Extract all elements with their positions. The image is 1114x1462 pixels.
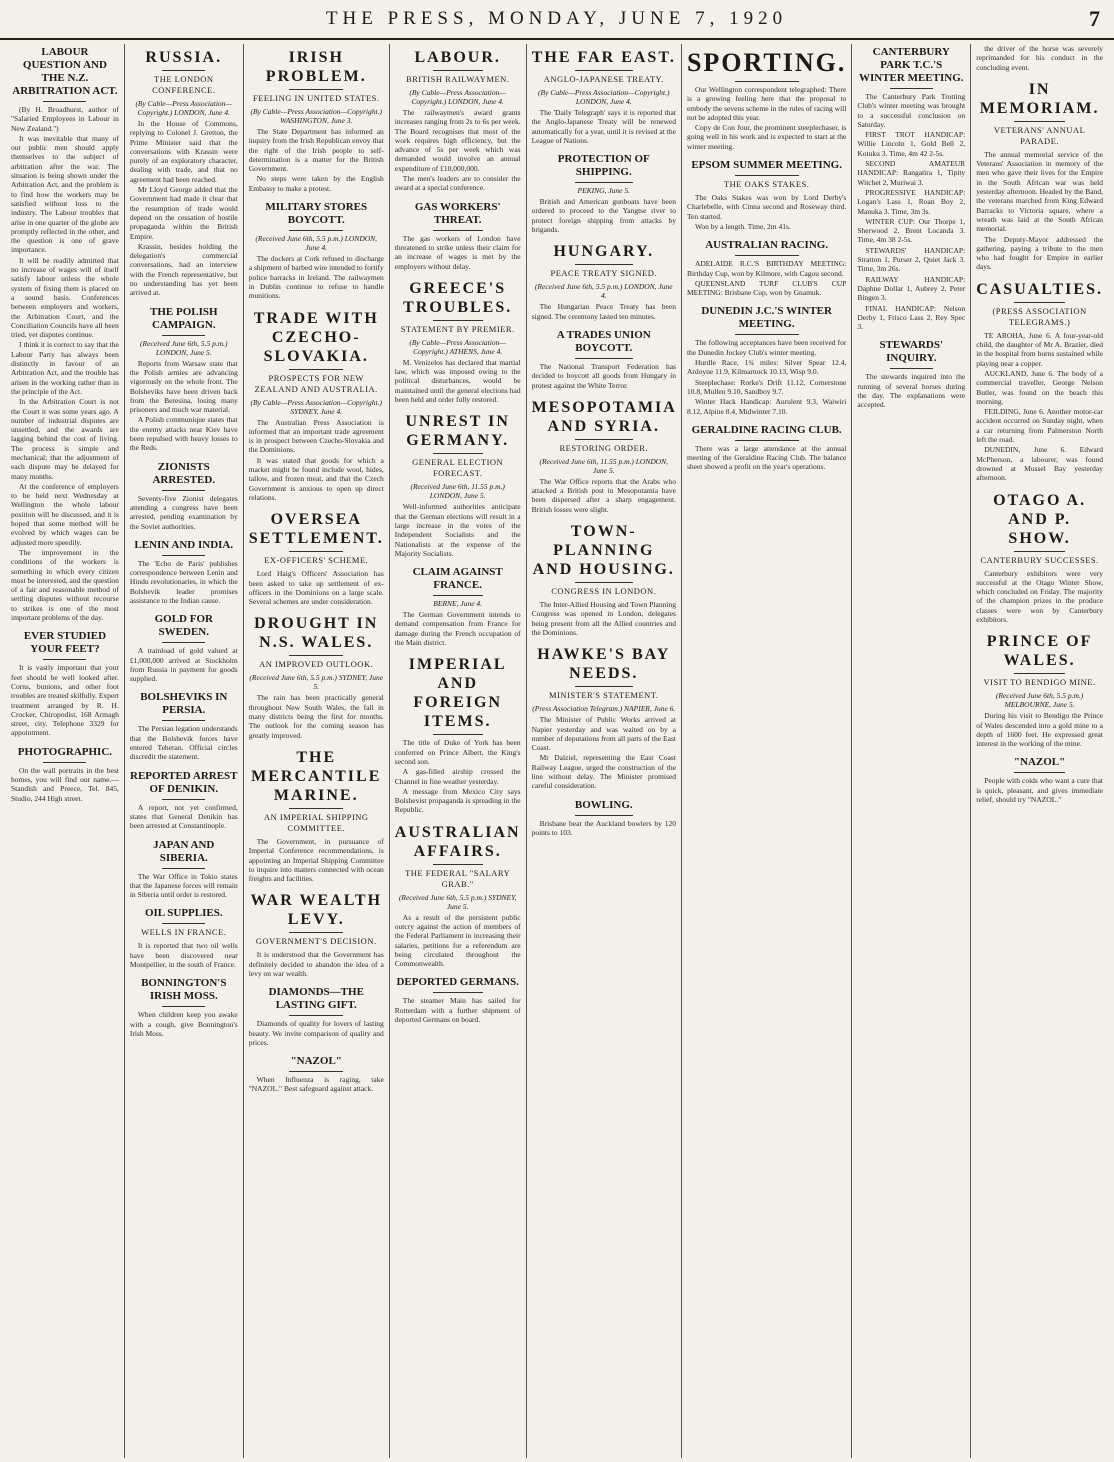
headline-rule <box>162 555 205 556</box>
article-paragraph: Hurdle Race, 1¾ miles: Silver Spear 12.4, Ardoyne 11.9, Kilmarnock 10.13, Wisp 9.0. <box>686 358 847 377</box>
article-headline: EVER STUDIED YOUR FEET? <box>23 630 107 656</box>
article-headline: IMPERIAL AND FOREIGN ITEMS. <box>408 656 507 731</box>
article-subhead: PROSPECTS FOR NEW ZEALAND AND AUSTRALIA. <box>254 372 378 394</box>
headline-rule <box>289 808 343 809</box>
headline-rule <box>1014 302 1065 303</box>
column-2 <box>125 44 244 1458</box>
article-headline: ZIONISTS ARRESTED. <box>152 460 216 486</box>
article-paragraph: The Minister of Public Works arrived at Napier yesterday and was waited on by a number of deputations from all parts of the East Coast. <box>531 715 676 753</box>
article-paragraph: Brisbane beat the Auckland bowlers by 120 points to 103. <box>531 818 676 837</box>
article-paragraph: The 'Echo de Paris' publishes correspondence between Lenin and Hindu revolutionaries, in which the Bolshevik leader promises assistance to the Indian cause. <box>129 558 238 605</box>
article-subhead: ANGLO-JAPANESE TREATY. <box>543 74 664 84</box>
article-paragraph: PROGRESSIVE HANDICAP: Logan's Lass 1, Roan Boy 2, Manuka 3. Time, 3m 3s. <box>857 187 966 216</box>
article <box>249 614 384 739</box>
article-dateline: PEKING, June 5. <box>577 186 631 196</box>
article-headline: CLAIM AGAINST FRANCE. <box>412 566 503 592</box>
article-headline: BOLSHEVIKS IN PERSIA. <box>140 691 228 717</box>
headline-rule <box>162 868 205 869</box>
article-subhead: WELLS IN FRANCE. <box>141 927 227 938</box>
article-paragraph: On the wall portraits in the best homes, you will find our name.—Standish and Preece, Tel. 845, Studio, 244 High street. <box>11 765 119 803</box>
article-subhead: VISIT TO BENDIGO MINE. <box>983 677 1096 688</box>
article-paragraph: When children keep you awake with a cough, give Bonnington's Irish Moss. <box>129 1010 238 1038</box>
article-paragraph: It was inevitable that many of our public men should apply themselves to the subject of arbitration after the war. The situation is being shown under the Arbitration Act, and the problem is to find how the workers may be satisfied without loss to the industry. The Labour troubles that arise in one quarter of the globe are promptly reflected in the other, and the question is one of grave importance. <box>11 133 119 255</box>
article <box>249 48 384 193</box>
article <box>130 839 238 900</box>
headline-rule <box>433 734 483 735</box>
article-paragraph: The Inter-Allied Housing and Town Planning Congress was opened in London, delegates being present from all the Allied countries and the Dominions. <box>531 600 676 637</box>
article-headline: GERALDINE RACING CLUB. <box>691 423 842 436</box>
article <box>687 159 846 231</box>
article <box>687 424 846 472</box>
article-dateline: (Received June 6th, 11.55 p.m.) LONDON, June 5. <box>539 456 669 475</box>
article-paragraph: Seventy-five Zionist delegates attending a congress have been arrested, pending examination by the Soviet authorities. <box>129 493 238 531</box>
headline-rule <box>735 255 799 256</box>
article-paragraph: The 'Daily Telegraph' says it is reported that the Anglo-Japanese Treaty will be renewed automatically for a year, until it is revised at the League of Nations. <box>531 108 676 145</box>
article-headline: LABOUR. <box>414 49 501 66</box>
article-paragraph: The National Transport Federation has decided to boycott all goods from Hungary in protest against the White Terror. <box>531 361 676 390</box>
column-6 <box>682 44 852 1458</box>
article <box>395 976 521 1024</box>
article-subhead: THE LONDON CONFERENCE. <box>152 74 216 95</box>
newspaper-columns <box>6 44 1108 1458</box>
article-headline: TRADE WITH CZECHO-SLOVAKIA. <box>253 309 379 365</box>
headline-rule <box>1014 772 1065 773</box>
article-paragraph: The gas workers of London have threatened to strike unless their claim for an increase of wages is met by the employers without delay. <box>394 233 521 271</box>
article-paragraph: In the Arbitration Court is not the Court it was some years ago. A number of industrial disputes are unsettled, and the awards are lagging behind the cost of living. The process is simple and mechanical; that the adjustment of each dispute may be delayed for many months. <box>11 397 119 481</box>
headline-rule <box>890 88 933 89</box>
headline-rule <box>575 686 633 687</box>
article <box>130 770 238 831</box>
article <box>976 80 1103 272</box>
article <box>532 522 676 637</box>
article-paragraph: Diamonds of quality for lovers of lasting beauty. We invite comparison of quality and prices. <box>248 1019 384 1047</box>
headline-rule <box>162 490 205 491</box>
headline-rule <box>433 595 483 596</box>
article <box>532 48 676 145</box>
article-paragraph: The railwaymen's award grants increases ranging from 2s to 6s per week. The Board recognises that most of the work requires high efficiency, but the advance of 5s per week which was demanded would involve an annual expenditure of £10,000,000. <box>394 108 521 173</box>
article-headline: DUNEDIN J.C.'S WINTER MEETING. <box>701 305 832 331</box>
article-headline: IRISH PROBLEM. <box>265 49 367 85</box>
article-paragraph: The War Office reports that the Arabs who attacked a British post in Mesopotamia have been dispersed after a sharp engagement. British losses were slight. <box>531 476 676 514</box>
headline-rule <box>43 101 86 102</box>
article-subhead: AN IMPROVED OUTLOOK. <box>259 659 374 670</box>
article-paragraph: People with colds who want a cure that is quick, pleasant, and gives immediate relief, should try "NAZOL." <box>976 776 1103 805</box>
article-dateline: (Press Association Telegram.) NAPIER, June 6. <box>532 704 676 714</box>
article-paragraph: The following acceptances have been received for the Dunedin Jockey Club's winter meeting. <box>686 338 847 357</box>
article-headline: AUSTRALIAN AFFAIRS. <box>394 823 521 860</box>
article-paragraph: The Canterbury Park Trotting Club's winter meeting was brought to a successful conclusion on Saturday. <box>857 92 966 129</box>
headline-rule <box>289 89 343 90</box>
article-subhead: MINISTER'S STATEMENT. <box>549 690 659 701</box>
headline-rule <box>735 440 799 441</box>
article-paragraph: A gas-filled airship crossed the Channel in fine weather yesterday. <box>394 767 521 786</box>
article-headline: "NAZOL" <box>290 1055 342 1068</box>
article-dateline: (Received June 6th, 5.5 p.m.) MELBOURNE, June 5. <box>995 691 1084 710</box>
article-paragraph: I think it is correct to say that the Labour Party has always been distinctly in favour of an Arbitration Act, and the trouble has arisen in the working rather than in the principle of the Act. <box>11 340 119 396</box>
article <box>976 491 1103 625</box>
article-dateline: (Received June 6th, 5.5 p.m.) LONDON, June 4. <box>534 282 673 301</box>
headline-rule <box>575 439 633 440</box>
article-headline: DEPORTED GERMANS. <box>396 976 519 989</box>
article-dateline: (By Cable—Press Association—Copyright.) LONDON, June 4. <box>135 99 233 117</box>
article-paragraph: As a result of the persistent public outcry against the action of members of the Federal Parliament in increasing their salaries, petitions for a referendum are being circulated throughout the Commonwealth. <box>394 912 521 969</box>
article <box>11 746 119 803</box>
headline-rule <box>162 642 205 643</box>
article-paragraph: The title of Duke of York has been conferred on Prince Albert, the King's second son. <box>394 738 521 766</box>
article-headline: WAR WEALTH LEVY. <box>250 892 383 929</box>
article-headline: BONNINGTON'S IRISH MOSS. <box>141 977 227 1003</box>
article-paragraph: Our Wellington correspondent telegraphed: There is a growing feeling here that the proposal to embody the sevens scheme in the rules of racing will not be adopted this year. <box>686 85 847 122</box>
article-headline: OIL SUPPLIES. <box>144 907 223 920</box>
article <box>130 691 238 761</box>
article <box>130 306 238 453</box>
article-paragraph: the driver of the horse was severely reprimanded for his conduct in the concluding event. <box>976 44 1103 72</box>
article-paragraph: A trainload of gold valued at £1,000,000 arrived at Stockholm from Russia in payment for goods supplied. <box>129 646 238 684</box>
article-paragraph: The Australian Press Association is informed that an important trade agreement is in prospect between Czecho-Slovakia and the Dominions. <box>248 417 384 455</box>
headline-rule <box>289 1071 343 1072</box>
article <box>857 339 965 409</box>
article-paragraph: It was stated that goods for which a market might be found include wool, hides, tallow, and frozen meat, and that the Czech Government is anxious to open up direct relations. <box>248 455 384 502</box>
headline-rule <box>43 762 86 763</box>
article-paragraph: The improvement in the conditions of the workers is something in which every citizen must be interested, and the question of a fair and reasonable method of settling disputes without recourse to strikes is one of the most important problems of the day. <box>11 547 119 623</box>
article <box>249 201 384 300</box>
masthead <box>0 0 1114 40</box>
article-paragraph: ADELAIDE R.C.'S BIRTHDAY MEETING: Birthday Cup, won by Kilmore, with Cagou second. <box>686 259 847 278</box>
headline-rule <box>289 551 343 552</box>
column-7 <box>852 44 971 1458</box>
article-paragraph: The stewards inquired into the running of several horses during the day. The explanations were accepted. <box>857 372 966 410</box>
article-subhead: CANTERBURY SUCCESSES. <box>980 554 1099 565</box>
article-paragraph: A message from Mexico City says Bolshevist propaganda is spreading in the Republic. <box>394 786 521 815</box>
headline-rule <box>162 923 205 924</box>
article-paragraph: FEILDING, June 6. Another motor-car accident occurred on Sunday night, when a car returning from Palmerston North left the road. <box>976 407 1103 445</box>
article-paragraph: The annual memorial service of the Veterans' Association in memory of the men who gave their lives for the Empire in the South African war was held yesterday afternoon. Headed by the Band, the veterans marched from King Edward Barracks to Victoria square, where a wreath was laid at the South African memorial. <box>976 149 1103 234</box>
article-headline: THE MERCANTILE MARINE. <box>251 748 382 804</box>
article-headline: MESOPOTAMIA AND SYRIA. <box>531 398 677 435</box>
article-paragraph: No steps were taken by the English Embassy to make a protest. <box>248 174 384 193</box>
article-headline: RUSSIA. <box>145 49 223 66</box>
article-paragraph: In the House of Commons, replying to Colonel J. Gretton, the Prime Minister said that the conversations with Krassin were purely of an exploratory character, dealing with trade, and that no agreement had been reached. <box>129 119 238 184</box>
article-paragraph: The Deputy-Mayor addressed the gathering, paying a tribute to the men who had fought for Empire in earlier days. <box>976 234 1103 272</box>
article <box>395 823 521 969</box>
article-headline: SPORTING. <box>686 48 847 77</box>
headline-rule <box>575 582 633 583</box>
article-subhead: STATEMENT BY PREMIER. <box>400 323 515 334</box>
headline-rule <box>433 864 483 865</box>
article <box>976 44 1103 72</box>
article-subhead: RESTORING ORDER. <box>559 442 649 453</box>
article <box>130 539 238 605</box>
article <box>687 48 846 151</box>
article-paragraph: M. Venizelos has declared that martial law, which was imposed owing to the political disturbances, would be maintained until the general elections had been held and order fully restored. <box>394 357 521 405</box>
article-paragraph: The dockers at Cork refused to discharge a shipment of barbed wire intended to fortify police barracks in Ireland. The railwaymen in Dublin continue to refuse to handle munitions. <box>248 254 384 301</box>
article-paragraph: The Hungarian Peace Treaty has been signed. The ceremony lasted ten minutes. <box>531 302 676 321</box>
article <box>395 48 521 193</box>
headline-rule <box>575 264 633 265</box>
masthead-title: THE PRESS, MONDAY, JUNE 7, 1920 <box>325 8 788 29</box>
article <box>11 630 119 737</box>
article-dateline: (By Cable—Press Association—Copyright.) ATHENS, June 4. <box>409 337 507 356</box>
headline-rule <box>43 659 86 660</box>
article-paragraph: Canterbury exhibitors were very successful at the Otago Winter Show, which concluded on Friday. The majority of the champion prizes in the produce classes were won by Canterbury exhibitors. <box>976 568 1103 624</box>
article-headline: AUSTRALIAN RACING. <box>705 239 829 252</box>
article-headline: STEWARDS' INQUIRY. <box>879 339 944 365</box>
article-paragraph: The German Government intends to demand compensation from France for damage during the French occupation of the Main district. <box>394 610 521 648</box>
article-headline: CANTERBURY PARK T.C.'S WINTER MEETING. <box>859 46 964 84</box>
article-headline: PRINCE OF WALES. <box>986 633 1093 670</box>
article-paragraph: The men's leaders are to consider the award at a special conference. <box>394 174 521 193</box>
article-dateline: BERNE, June 4. <box>433 599 483 609</box>
article-paragraph: Won by a length. Time, 2m 41s. <box>694 221 791 231</box>
article <box>395 655 521 814</box>
article-headline: A TRADES UNION BOYCOTT. <box>556 328 651 354</box>
article-subhead: EX-OFFICERS' SCHEME. <box>264 555 369 566</box>
article-paragraph: Mr Lloyd George added that the Government had made it clear that the resumption of trade would depend on the cessation of hostile propaganda within the British Empire. <box>129 185 238 241</box>
article-subhead: THE OAKS STAKES. <box>723 179 810 190</box>
article-paragraph: At the conference of employers to be held next Wednesday at Wellington the whole labour position will be discussed, and it is hoped that some method will be evolved by which wages can be adjusted more speedily. <box>11 481 119 547</box>
article <box>857 46 965 331</box>
headline-rule <box>433 453 483 454</box>
article-headline: LENIN AND INDIA. <box>134 538 234 551</box>
article <box>687 239 846 297</box>
article-headline: THE FAR EAST. <box>531 49 676 66</box>
headline-rule <box>735 175 799 176</box>
article-paragraph: FINAL HANDICAP: Nelson Derby 1, Frisco Lass 2, Rey Spec 3. <box>857 303 966 332</box>
article-paragraph: QUEENSLAND TURF CLUB'S CUP MEETING: Brisbane Cup, won by Gnamuk. <box>686 278 847 298</box>
article <box>130 613 238 683</box>
headline-rule <box>1014 121 1065 122</box>
article-paragraph: The steamer Main has sailed for Rotterdam with a further shipment of deported Germans on board. <box>394 996 521 1025</box>
headline-rule <box>575 358 633 359</box>
article <box>532 799 676 838</box>
article-paragraph: There was a large attendance at the annual meeting of the Geraldine Racing Club. The balance sheet showed a profit on the year's operations. <box>686 443 847 472</box>
article <box>395 201 521 271</box>
article <box>11 46 119 622</box>
article-paragraph: WINTER CUP: Our Thorpe 1, Sherwood 2, Brent Locanda 3. Time, 4m 38 2-5s. <box>857 216 966 245</box>
article <box>249 510 384 606</box>
headline-rule <box>575 70 633 71</box>
article-paragraph: It is vastly important that your feet should be well looked after. Corns, bunions, and other foot troubles are treated skilfully. Expert treatment arranged by R. H. Crocker, Chiropodist, 168 Armagh street, city. Telephone 3329 for appointment. <box>11 663 119 738</box>
article-paragraph: A Polish communique states that the enemy attacks near Kiev have been repulsed with heavy losses to the Reds. <box>129 415 238 453</box>
article-paragraph: FIRST TROT HANDICAP: Willie Lincoln 1, Gold Bell 2, Kotuku 3. Time, 4m 42 2-5s. <box>857 130 966 158</box>
article <box>130 461 238 531</box>
article-dateline: (Received June 6th, 5.5 p.m.) SYDNEY, June 5. <box>249 673 384 692</box>
headline-rule <box>1014 673 1065 674</box>
column-1 <box>6 44 125 1458</box>
article-headline: OTAGO A. AND P. SHOW. <box>993 491 1087 547</box>
headline-rule <box>433 320 483 321</box>
article-paragraph: Well-informed authorities anticipate that the German elections will result in a large increase in the votes of the Independent Socialists and the Nationalists at the expense of the Majority Socialists. <box>394 502 521 558</box>
article-headline: LABOUR QUESTION AND THE N.Z. ARBITRATION ACT. <box>12 46 118 97</box>
headline-rule <box>162 799 205 800</box>
article-paragraph: The rain has been practically general throughout New South Wales, the fall in many districts being the first for months. The outlook for the coming season has greatly improved. <box>248 693 384 740</box>
column-4 <box>390 44 527 1458</box>
article <box>249 986 384 1047</box>
article-headline: THE POLISH CAMPAIGN. <box>150 305 218 331</box>
article-headline: GOLD FOR SWEDEN. <box>154 613 213 639</box>
article <box>395 412 521 558</box>
article-paragraph: A report, not yet confirmed, states that General Denikin has been arrested at Constantinople. <box>129 802 238 831</box>
article-paragraph: (By H. Broadhurst, author of "Salaried Employees in Labour in New Zealand.") <box>11 105 119 133</box>
article-dateline: (Received June 6th, 11.55 p.m.) LONDON, June 5. <box>410 482 505 501</box>
headline-rule <box>162 70 205 71</box>
article-paragraph: The Government, in pursuance of Imperial Conference recommendations, is appointing an Imperial Shipping Committee to inquire into matters connected with ocean freights and facilities. <box>248 836 384 884</box>
article-dateline: (By Cable—Press Association—Copyright.) LONDON, June 4. <box>538 88 670 106</box>
article-headline: PROTECTION OF SHIPPING. <box>557 153 650 179</box>
page-number: 7 <box>1089 6 1100 31</box>
article <box>395 566 521 647</box>
article-headline: TOWN-PLANNING AND HOUSING. <box>532 523 675 579</box>
article-paragraph: The Oaks Stakes was won by Lord Derby's Charlebelle, with Cinna second and Roseway third. Ten started. <box>686 193 847 221</box>
article-headline: PHOTOGRAPHIC. <box>17 745 113 758</box>
article-paragraph: TE AROHA, June 6. A four-year-old child, the daughter of Mr A. Brazier, died in the hospital from burns sustained while playing near a copper. <box>976 330 1103 368</box>
article-headline: GAS WORKERS' THREAT. <box>414 200 501 226</box>
article-paragraph: DUNEDIN, June 6. Edward McPherson, a labourer, was found drowned at Mussel Bay yesterday afternoon. <box>976 445 1103 483</box>
article-paragraph: It is understood that the Government has definitely decided to abandon the idea of a levy on war wealth. <box>248 950 384 978</box>
article-dateline: (Received June 6th, 5.5 p.m.) LONDON, June 5. <box>140 338 228 357</box>
article <box>130 907 238 969</box>
headline-rule <box>289 932 343 933</box>
article-headline: BOWLING. <box>574 798 633 811</box>
column-3 <box>244 44 390 1458</box>
headline-rule <box>289 230 343 231</box>
headline-rule <box>1014 551 1065 552</box>
article <box>395 279 521 404</box>
article <box>976 632 1103 748</box>
article-paragraph: The War Office in Tokio states that the Japanese forces will remain in Siberia until order is restored. <box>129 871 238 900</box>
article <box>976 280 1103 483</box>
article-headline: JAPAN AND SIBERIA. <box>153 838 215 864</box>
article-subhead: PEACE TREATY SIGNED. <box>550 268 658 279</box>
headline-rule <box>289 369 343 370</box>
article-headline: HAWKE'S BAY NEEDS. <box>537 646 671 683</box>
article-headline: GREECE'S TROUBLES. <box>403 279 513 316</box>
article-paragraph: Copy de Con Jour, the prominent steeplechaser, is going well in his work and is expected to start at the winter meeting. <box>686 123 847 151</box>
headline-rule <box>433 230 483 231</box>
article-paragraph: Winter Hack Handicap: Aurulent 9.3, Waiwiri 8.12, Alpine 8.4, Midwinter 7.10. <box>686 397 847 416</box>
column-5 <box>527 44 682 1458</box>
article-paragraph: The Persian legation understands that the Bolshevik forces have entered Teheran. Official circles discredit the statement. <box>129 724 238 762</box>
article-dateline: (Received June 6th, 5.5 p.m.) LONDON, June 4. <box>255 234 378 253</box>
article-headline: EPSOM SUMMER MEETING. <box>691 159 842 172</box>
article-paragraph: SECOND AMATEUR HANDICAP: Rangatira 1, Tipity Witchet 2, Muriwai 3. <box>857 159 966 187</box>
article <box>976 756 1103 804</box>
article <box>130 48 238 298</box>
headline-rule <box>735 334 799 335</box>
article <box>249 891 384 978</box>
headline-rule <box>433 992 483 993</box>
headline-rule <box>575 815 633 816</box>
headline-rule <box>433 70 483 71</box>
article-headline: UNREST IN GERMANY. <box>405 413 510 450</box>
article-dateline: (By Cable—Press Association—Copyright.) WASHINGTON, June 3. <box>250 107 382 125</box>
article <box>532 645 676 790</box>
headline-rule <box>735 81 799 82</box>
article-subhead: AN IMPERIAL SHIPPING COMMITTEE. <box>263 811 369 833</box>
article-subhead: (PRESS ASSOCIATION TELEGRAMS.) <box>992 305 1087 327</box>
article-subhead: VETERANS' ANNUAL PARADE. <box>993 124 1086 146</box>
article-paragraph: The State Department has informed an inquiry from the Irish Republican envoy that the right of the Irish people to self-determination is a matter for the British Government. <box>248 127 384 174</box>
article-headline: DIAMONDS—THE LASTING GIFT. <box>268 986 364 1012</box>
article-dateline: (By Cable—Press Association—Copyright.) LONDON, June 4. <box>409 88 507 106</box>
article-paragraph: STEWARDS' HANDICAP: Stratton 1, Purser 2, Quiet Jack 3. Time, 3m 26s. <box>857 245 966 274</box>
article-headline: MILITARY STORES BOYCOTT. <box>265 201 368 227</box>
article-headline: "NAZOL" <box>1013 756 1066 769</box>
article <box>532 329 676 390</box>
article-dateline: (By Cable—Press Association—Copyright.) SYDNEY, June 4. <box>250 397 382 416</box>
article-paragraph: It will be readily admitted that no increase of wages will of itself satisfy labour unless the whole system of fixing them is placed on a sound basis. Conferences between employers and workers, the Arbitration Court, and the Conciliation Councils have all been tried, yet disputes continue. <box>11 255 119 340</box>
article-paragraph: Lord Haig's Officers' Association has been asked to take up settlement of ex-officers in the Dominions on a large scale. Several schemes are under consideration. <box>248 569 384 607</box>
article-paragraph: AUCKLAND, June 6. The body of a commercial traveller, George Nelson Butler, was found on the beach this morning. <box>976 368 1103 406</box>
article-headline: HUNGARY. <box>553 243 655 261</box>
article-paragraph: Mr Dalziel, representing the East Coast Railway League, urged the construction of the line without delay. The Minister promised careful consideration. <box>531 753 676 791</box>
article-subhead: CONGRESS IN LONDON. <box>551 586 657 597</box>
article <box>532 153 676 234</box>
article-headline: IN MEMORIAM. <box>979 80 1100 117</box>
article-paragraph: Reports from Warsaw state that the Polish armies are advancing vigorously on the whole front. The Bolsheviks have been driven back from the Beresina, losing many prisoners and much war material. <box>129 358 238 415</box>
article-headline: REPORTED ARREST OF DENIKIN. <box>130 769 238 795</box>
article-paragraph: Steeplechase: Rorke's Drift 11.12, Cornerstone 10.8, Mullen 9.10, Sandboy 9.7. <box>686 377 847 396</box>
article <box>249 1055 384 1094</box>
article <box>532 242 676 321</box>
headline-rule <box>289 1015 343 1016</box>
article <box>249 748 384 883</box>
article-dateline: (Received June 6th, 5.5 p.m.) SYDNEY, June 5. <box>398 892 517 911</box>
article <box>130 977 238 1038</box>
article-headline: CASUALTIES. <box>976 280 1103 298</box>
article-subhead: GOVERNMENT'S DECISION. <box>255 936 377 947</box>
article-headline: DROUGHT IN N.S. WALES. <box>254 615 379 652</box>
article-paragraph: British and American gunboats have been ordered to proceed to the Yangtse river to protect foreign shipping from attacks by brigands. <box>531 197 676 235</box>
headline-rule <box>890 368 933 369</box>
headline-rule <box>162 335 205 336</box>
article-paragraph: During his visit to Bendigo the Prince of Wales descended into a gold mine to a depth of 1600 feet. He expressed great interest in the working of the mine. <box>976 711 1103 749</box>
article-paragraph: It is reported that two oil wells have been discovered near Montpellier, in the south of France. <box>129 941 238 970</box>
column-8 <box>971 44 1108 1458</box>
headline-rule <box>162 1006 205 1007</box>
headline-rule <box>575 182 633 183</box>
article-subhead: FEELING IN UNITED STATES. <box>252 93 380 103</box>
article <box>687 305 846 415</box>
headline-rule <box>289 655 343 656</box>
article <box>532 398 676 514</box>
article-subhead: GENERAL ELECTION FORECAST. <box>412 457 504 479</box>
article-paragraph: When Influenza is raging, take "NAZOL." Best safeguard against attack. <box>248 1075 384 1094</box>
article-subhead: THE FEDERAL "SALARY GRAB." <box>405 867 511 889</box>
article-paragraph: Krassin, besides holding the delegation's commercial conversations, had an interview with the French representative, but no understanding has yet been arrived at. <box>129 241 238 298</box>
article-paragraph: RAILWAY HANDICAP: Daphne Dollar 1, Aubrey 2, Peter Bingen 3. <box>857 274 966 303</box>
headline-rule <box>162 720 205 721</box>
article-headline: OVERSEA SETTLEMENT. <box>248 511 384 548</box>
article-subhead: BRITISH RAILWAYMEN. <box>405 74 510 84</box>
article <box>249 309 384 503</box>
